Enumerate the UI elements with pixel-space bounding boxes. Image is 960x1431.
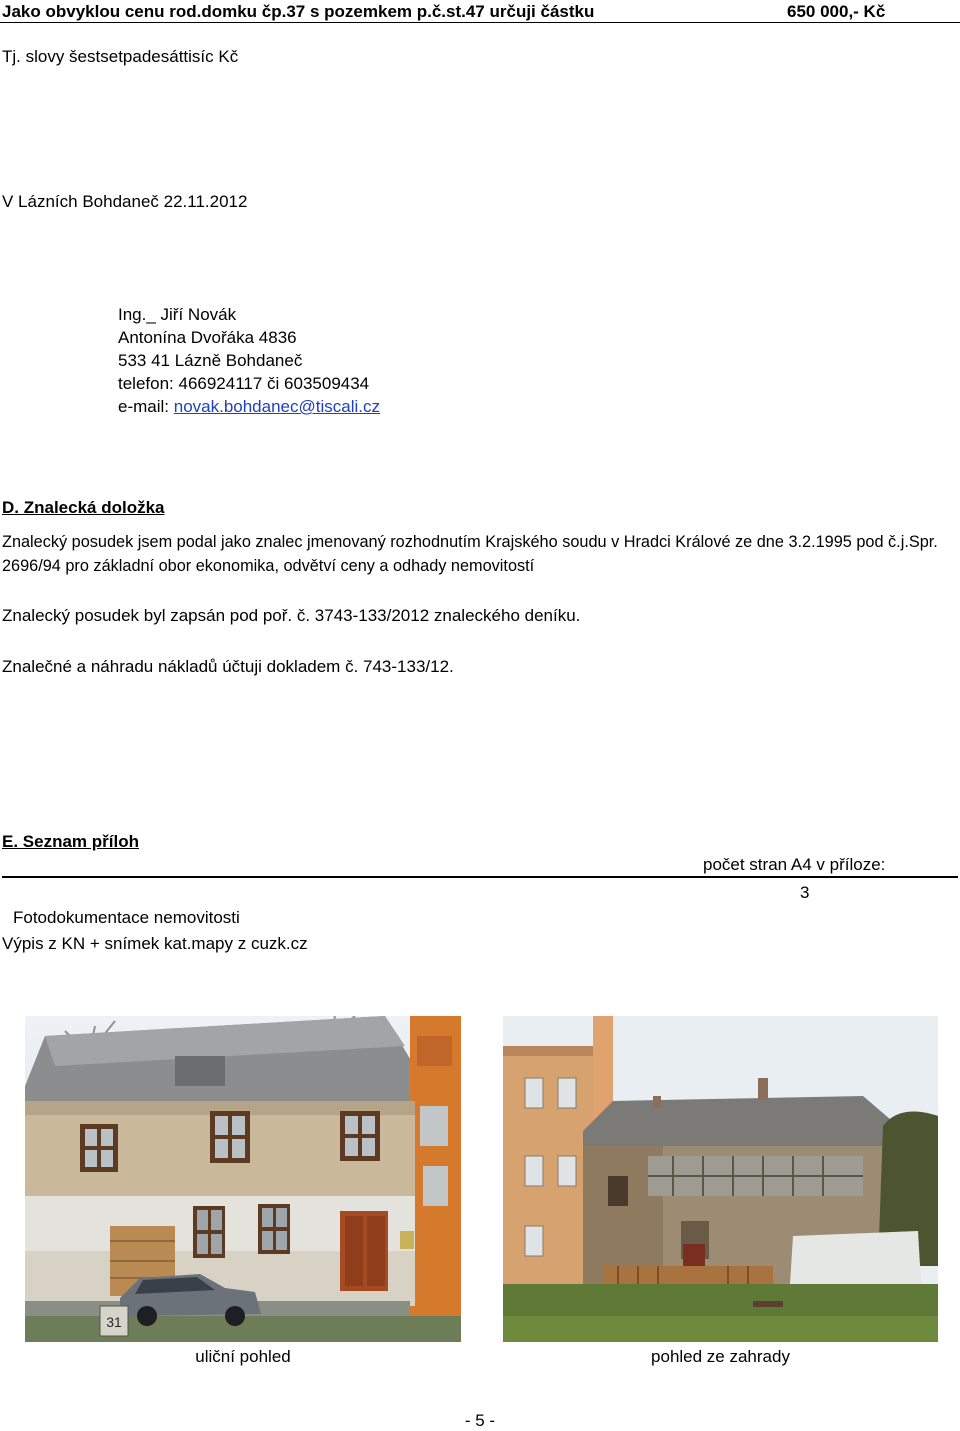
place-and-date: V Lázních Bohdaneč 22.11.2012 [2,192,248,211]
valuation-title: Jako obvyklou cenu rod.domku čp.37 s pozemkem p.č.st.47 určuji částku [2,2,595,21]
header-rule [0,22,960,23]
expert-appointment-line1: Znalecký posudek jsem podal jako znalec jmenovaný rozhodnutím Krajského soudu v Hradci Králové ze dne 3.2.1995 pod č.j.Spr. [2,533,938,551]
valuation-amount: 650 000,- Kč [787,2,886,21]
amount-in-words: Tj. slovy šestsetpadesáttisíc Kč [2,47,239,66]
attachment-item: Fotodokumentace nemovitosti [13,908,240,927]
garden-view-photo [503,1016,938,1342]
signer-name: Ing._ Jiří Novák [118,305,237,324]
attachment-item: Výpis z KN + snímek kat.mapy z cuzk.cz [2,934,308,953]
street-view-caption: uliční pohled [195,1347,291,1366]
signer-city: 533 41 Lázně Bohdaneč [118,351,303,370]
house-number-sign: 31 [106,1314,122,1330]
page-number: - 5 - [464,1411,496,1430]
fee-statement: Znalečné a náhradu nákladů účtuji dokladem č. 743-133/12. [2,657,454,676]
attachments-rule [2,876,958,878]
email-link[interactable]: novak.bohdanec@tiscali.cz [173,397,380,416]
email-label: e-mail: [118,397,174,416]
attachment-pages-value: 3 [800,883,810,902]
attachment-pages-label: počet stran A4 v příloze: [703,855,886,874]
expert-appointment-line2: 2696/94 pro základní obor ekonomika, odvětví ceny a odhady nemovitostí [2,557,535,575]
signer-street: Antonína Dvořáka 4836 [118,328,297,347]
signer-email-row [118,397,380,417]
section-d-heading: D. Znalecká doložka [2,498,165,517]
garden-view-caption: pohled ze zahrady [651,1347,790,1366]
signer-phone: telefon: 466924117 či 603509434 [118,374,370,393]
registry-entry: Znalecký posudek byl zapsán pod poř. č. 3743-133/2012 znaleckého deníku. [2,606,581,625]
section-e-heading: E. Seznam příloh [2,832,139,851]
street-view-photo [25,1016,461,1342]
